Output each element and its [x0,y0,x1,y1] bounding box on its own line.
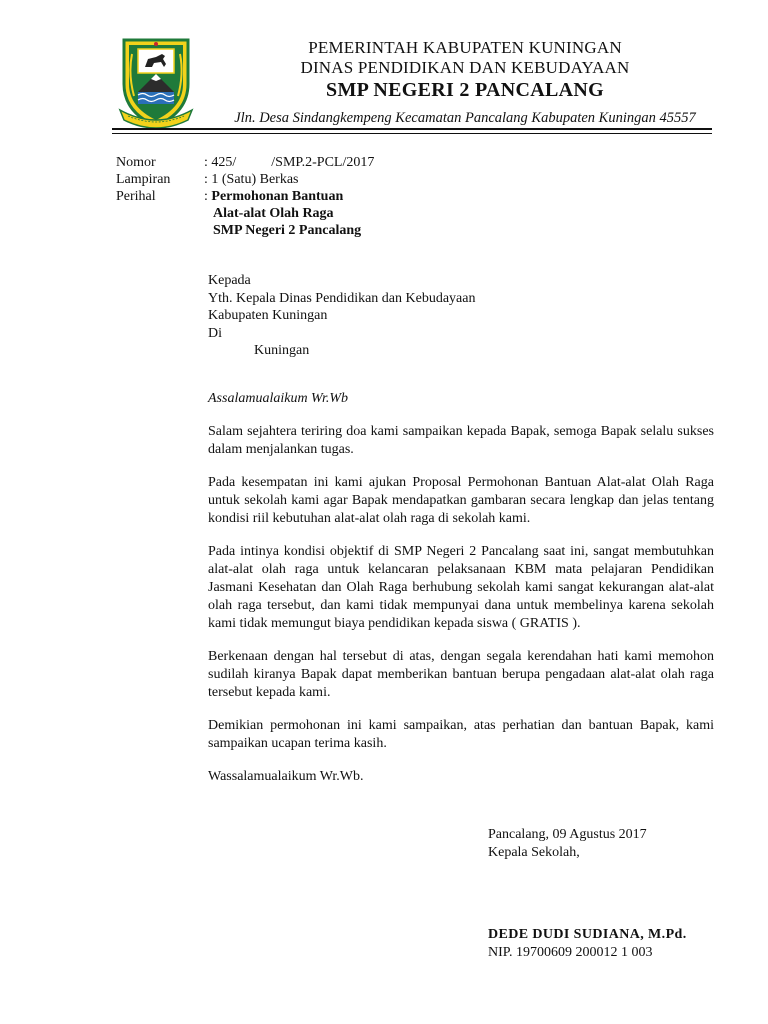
letterhead-rule-thin [112,133,712,134]
body-paragraph: Demikian permohonan ini kami sampaikan, atas perhatian dan bantuan Bapak, kami sampaikan ucapan terima kasih. [208,718,714,751]
recipient-line-di: Di [208,325,222,341]
letterhead-address: Jln. Desa Sindangkempeng Kecamatan Pancalang Kabupaten Kuningan 45557 [234,110,696,126]
signer-name: DEDE DUDI SUDIANA, M.Pd. [488,927,687,942]
letter-body [208,390,714,801]
signature-position: Kepala Sekolah, [488,845,580,860]
meta-lampiran-label: Lampiran [116,172,171,187]
letterhead-school-name: SMP NEGERI 2 PANCALANG [326,79,604,101]
letterhead-department: DINAS PENDIDIKAN DAN KEBUDAYAAN [300,58,630,77]
body-paragraph: Salam sejahtera teriring doa kami sampaikan kepada Bapak, semoga Bapak selalu sukses dalam menjalankan tugas. [208,424,714,457]
body-paragraph: Berkenaan dengan hal tersebut di atas, dengan segala kerendahan hati kami memohon sudilah kiranya Bapak dapat memberikan bantuan berupa pengadaan alat-alat olah raga tersebut kepada kami. [208,649,714,700]
letter-meta [116,154,374,239]
meta-perihal-line1: Permohonan Bantuan [211,189,344,204]
recipient-line-kepada: Kepada [208,273,251,288]
recipient-block [208,272,475,360]
closing-salutation: Wassalamualaikum Wr.Wb. [208,769,364,784]
meta-perihal-label: Perihal [116,189,156,204]
meta-lampiran-row [116,171,374,188]
meta-perihal-colon: : [204,189,212,204]
signer-nip: NIP. 19700609 200012 1 003 [488,945,653,960]
body-paragraph: Pada intinya kondisi objektif di SMP Negeri 2 Pancalang saat ini, sangat membutuhkan alat-alat olah raga untuk kelancaran pelaksanaan KBM mata pelajaran Pendidikan Jasmani Kesehatan dan Olah Raga berhubung sekolah kami sangat kekurangan alat-alat olah raga tersebut, dan kami tidak mempunyai dana untuk membelinya karena sekolah kami tidak memungut biaya pendidikan kepada siswa ( GRATIS ). [208,544,714,631]
body-paragraph: Pada kesempatan ini kami ajukan Proposal Permohonan Bantuan Alat-alat Olah Raga untuk sekolah kami agar Bapak mendapatkan gambaran secara lengkap dan jelas tentang kondisi riil kebutuhan alat-alat olah raga di sekolah kami. [208,475,714,526]
meta-nomor-label: Nomor [116,155,156,170]
letterhead [206,38,724,128]
kuningan-regency-emblem-icon [118,34,194,130]
meta-nomor-value: : 425/ /SMP.2-PCL/2017 [204,155,375,170]
letterhead-government: PEMERINTAH KABUPATEN KUNINGAN [308,38,622,57]
meta-perihal-row [116,188,374,205]
letterhead-rule-thick [112,128,712,130]
meta-perihal-line2: Alat-alat Olah Raga [213,206,334,221]
meta-perihal-line3: SMP Negeri 2 Pancalang [213,223,362,238]
recipient-line-region: Kabupaten Kuningan [208,308,328,323]
signature-place-date: Pancalang, 09 Agustus 2017 [488,827,647,842]
meta-lampiran-value: : 1 (Satu) Berkas [204,172,299,187]
recipient-line-title: Yth. Kepala Dinas Pendidikan dan Kebudayaan [208,290,476,306]
signer-block [488,926,687,962]
recipient-line-city: Kuningan [254,343,310,358]
meta-nomor-row [116,154,374,171]
greeting: Assalamualaikum Wr.Wb [208,391,348,406]
signature-block [488,826,647,862]
